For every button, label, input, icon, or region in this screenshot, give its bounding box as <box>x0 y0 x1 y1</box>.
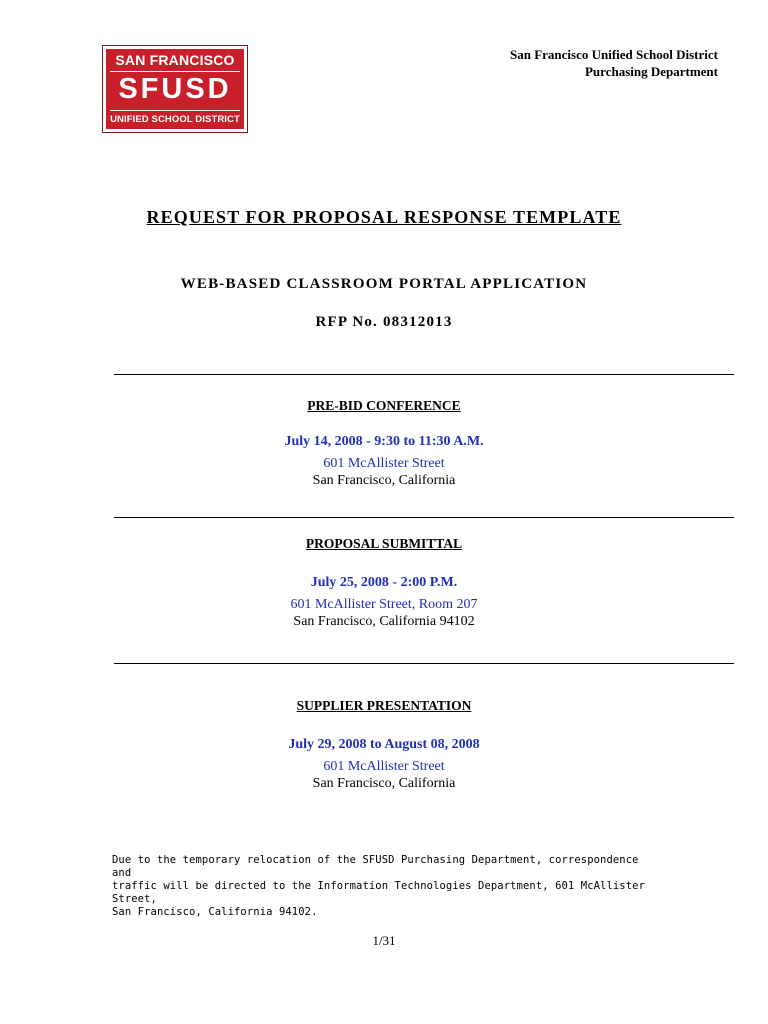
logo-divider-top <box>110 71 240 72</box>
letterhead-department: Purchasing Department <box>584 64 718 79</box>
logo-line-san-francisco: SAN FRANCISCO <box>115 52 235 68</box>
section-date: July 14, 2008 - 9:30 to 11:30 A.M. <box>284 434 484 449</box>
notice-line: traffic will be directed to the Information Technologies Department, 601 McAllister Street, <box>112 880 645 905</box>
logo-line-sfusd: SFUSD <box>118 73 232 105</box>
section-heading: PROPOSAL SUBMITTAL <box>305 536 463 551</box>
section-address: 601 McAllister Street <box>323 759 445 774</box>
logo-line-unified: UNIFIED SCHOOL DISTRICT <box>110 114 240 125</box>
section-date: July 29, 2008 to August 08, 2008 <box>288 737 480 752</box>
section-date: July 25, 2008 - 2:00 P.M. <box>310 575 458 590</box>
section-city: San Francisco, California 94102 <box>293 614 475 629</box>
section-address: 601 McAllister Street, Room 207 <box>290 597 478 612</box>
section-heading: SUPPLIER PRESENTATION <box>296 698 472 713</box>
letterhead <box>510 46 718 80</box>
logo-badge <box>106 49 244 129</box>
section-address: 601 McAllister Street <box>323 456 445 471</box>
divider-3 <box>114 663 734 664</box>
section-city: San Francisco, California <box>312 473 456 488</box>
divider-1 <box>114 374 734 375</box>
notice-line: Due to the temporary relocation of the SFUSD Purchasing Department, correspondence and <box>112 854 639 879</box>
section-supplier-presentation <box>114 698 654 792</box>
document-title: REQUEST FOR PROPOSAL RESPONSE TEMPLATE <box>146 207 622 227</box>
section-heading: PRE-BID CONFERENCE <box>307 398 461 413</box>
section-proposal-submittal <box>114 536 654 630</box>
document-subtitle: WEB-BASED CLASSROOM PORTAL APPLICATION <box>180 276 588 292</box>
divider-2 <box>114 517 734 518</box>
section-city: San Francisco, California <box>312 776 456 791</box>
sfusd-logo <box>102 45 248 133</box>
relocation-notice <box>112 854 652 919</box>
page-number: 1/31 <box>372 933 396 948</box>
section-pre-bid-conference <box>114 398 654 489</box>
letterhead-org: San Francisco Unified School District <box>510 47 718 62</box>
logo-divider-bottom <box>110 110 240 111</box>
rfp-number: RFP No. 08312013 <box>315 314 453 330</box>
notice-line: San Francisco, California 94102. <box>112 906 318 918</box>
